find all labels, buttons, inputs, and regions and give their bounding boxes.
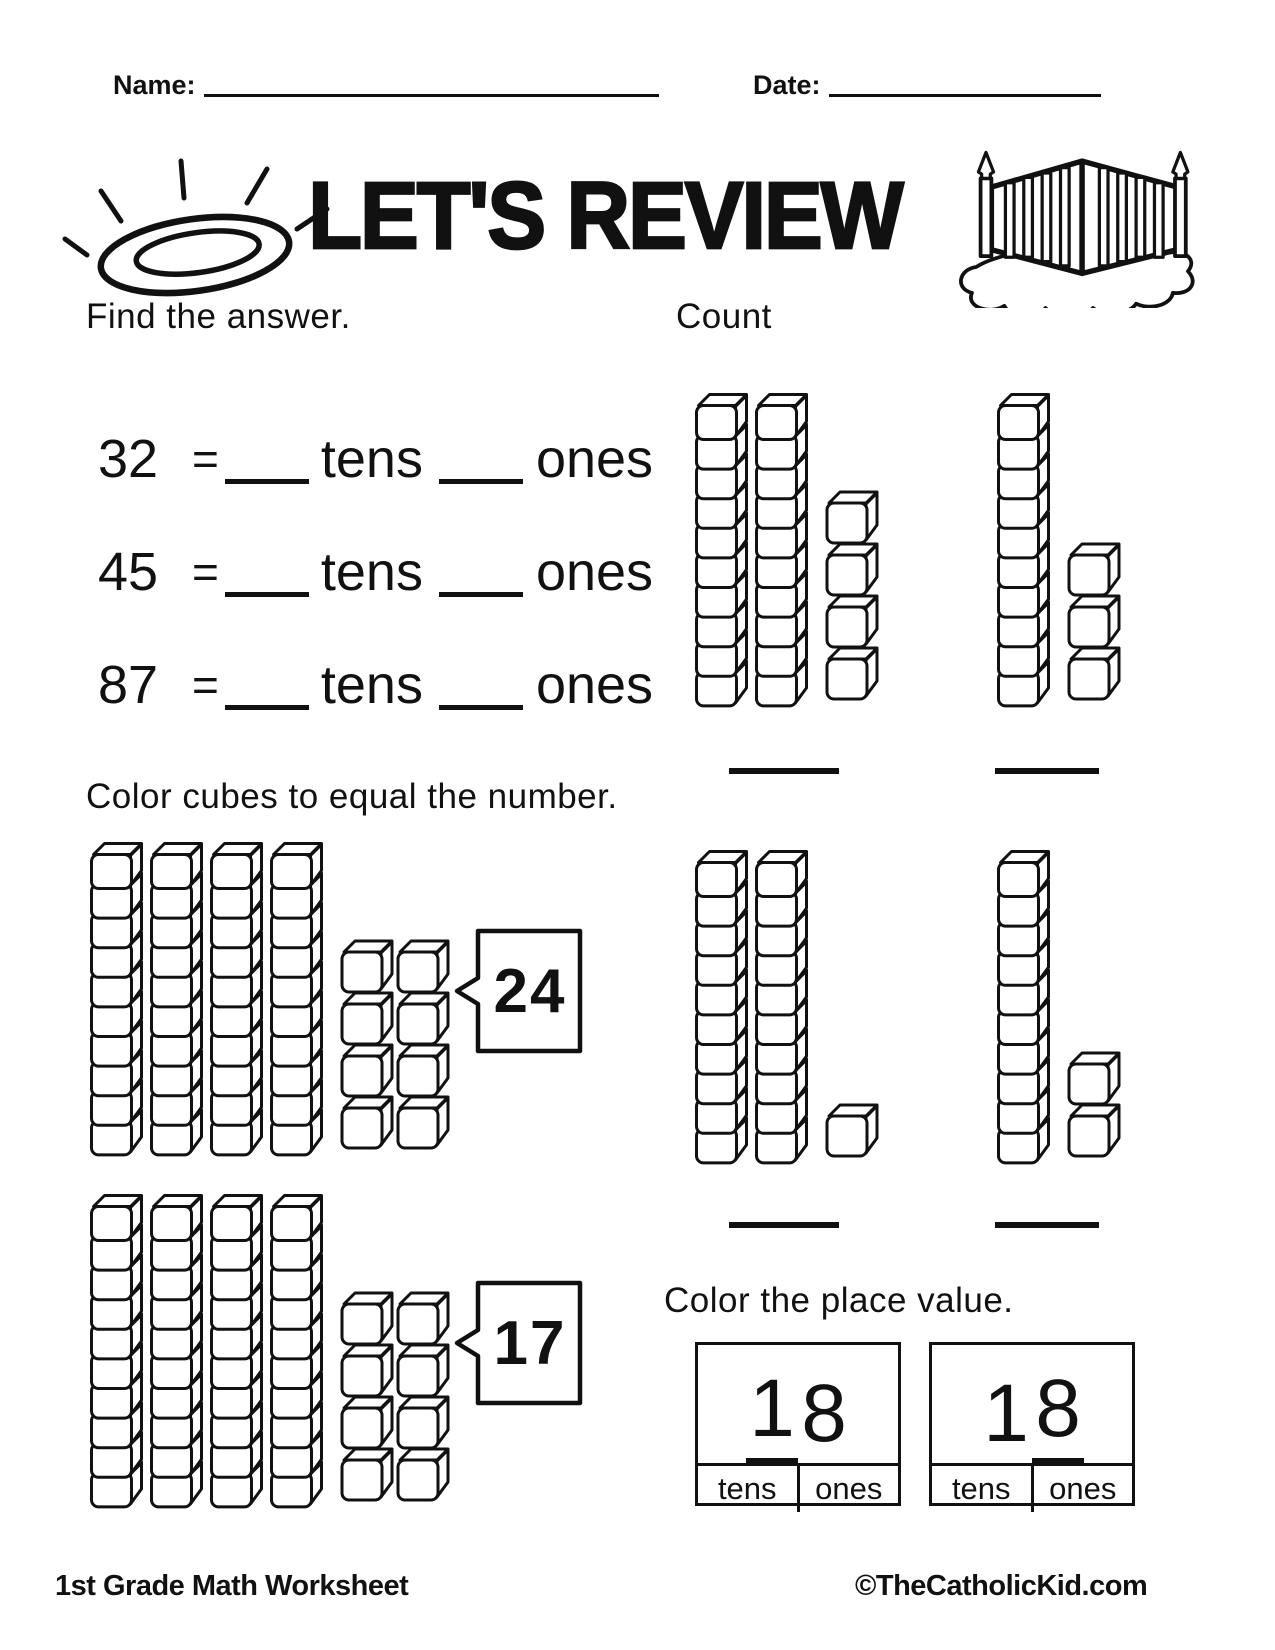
footer-left: 1st Grade Math Worksheet bbox=[55, 1570, 409, 1602]
place-value-card bbox=[695, 1342, 901, 1506]
base-ten-blocks-group bbox=[695, 393, 887, 714]
number-callout bbox=[452, 1280, 584, 1406]
ones-answer-blank bbox=[439, 479, 523, 484]
heaven-gates-icon bbox=[950, 146, 1225, 308]
ones-label: ones bbox=[535, 429, 654, 489]
tens-label: tens bbox=[320, 655, 423, 715]
equation-number: 87 bbox=[98, 655, 159, 715]
tens-answer-blank bbox=[225, 592, 309, 597]
count-heading: Count bbox=[676, 297, 772, 336]
place-value-number bbox=[698, 1345, 898, 1463]
base-ten-blocks-group bbox=[997, 850, 1129, 1171]
find-answer-heading: Find the answer. bbox=[86, 297, 351, 336]
equals-sign: = bbox=[192, 659, 219, 711]
name-label: Name: bbox=[113, 70, 196, 100]
equals-sign: = bbox=[192, 546, 219, 598]
ones-label: ones bbox=[535, 655, 654, 715]
equation-number: 45 bbox=[98, 542, 159, 602]
ones-cell: ones bbox=[1031, 1466, 1133, 1512]
name-blank-line bbox=[204, 94, 659, 97]
tens-cell: tens bbox=[717, 1471, 777, 1506]
ones-digit: 8 bbox=[801, 1368, 847, 1459]
equation-row bbox=[98, 424, 654, 489]
equation-row bbox=[98, 650, 654, 715]
place-value-labels-row bbox=[698, 1463, 898, 1512]
count-answer-line bbox=[729, 768, 839, 774]
callout-number: 17 bbox=[493, 1309, 567, 1378]
page-title: LET'S REVIEW bbox=[308, 161, 902, 269]
count-answer-line bbox=[995, 768, 1099, 774]
base-ten-blocks-group bbox=[90, 1194, 458, 1515]
name-field bbox=[113, 72, 659, 99]
ones-answer-blank bbox=[439, 705, 523, 710]
ones-label: ones bbox=[535, 542, 654, 602]
tens-digit: 1 bbox=[746, 1368, 798, 1463]
place-value-labels-row bbox=[932, 1463, 1132, 1512]
equation-number: 32 bbox=[98, 429, 159, 489]
place-value-heading: Color the place value. bbox=[664, 1281, 1014, 1320]
place-value-card bbox=[929, 1342, 1135, 1506]
color-cubes-heading: Color cubes to equal the number. bbox=[86, 777, 618, 816]
footer-right: ©TheCatholicKid.com bbox=[855, 1570, 1148, 1602]
base-ten-blocks-group bbox=[695, 850, 887, 1171]
tens-answer-blank bbox=[225, 705, 309, 710]
tens-label: tens bbox=[320, 542, 423, 602]
date-blank-line bbox=[829, 94, 1101, 97]
equals-sign: = bbox=[192, 433, 219, 485]
tens-digit: 1 bbox=[983, 1368, 1029, 1459]
number-callout bbox=[452, 928, 584, 1054]
ones-cell: ones bbox=[797, 1466, 899, 1512]
tens-cell: tens bbox=[951, 1471, 1011, 1506]
equation-row bbox=[98, 537, 654, 602]
count-answer-line bbox=[729, 1222, 839, 1228]
ones-answer-blank bbox=[439, 592, 523, 597]
tens-answer-blank bbox=[225, 479, 309, 484]
base-ten-blocks-group bbox=[997, 393, 1129, 714]
ones-digit: 8 bbox=[1032, 1368, 1084, 1463]
callout-number: 24 bbox=[493, 957, 567, 1026]
count-answer-line bbox=[995, 1222, 1099, 1228]
date-label: Date: bbox=[753, 70, 821, 100]
tens-label: tens bbox=[320, 429, 423, 489]
date-field bbox=[753, 72, 1101, 99]
base-ten-blocks-group bbox=[90, 842, 458, 1163]
place-value-number bbox=[932, 1345, 1132, 1463]
